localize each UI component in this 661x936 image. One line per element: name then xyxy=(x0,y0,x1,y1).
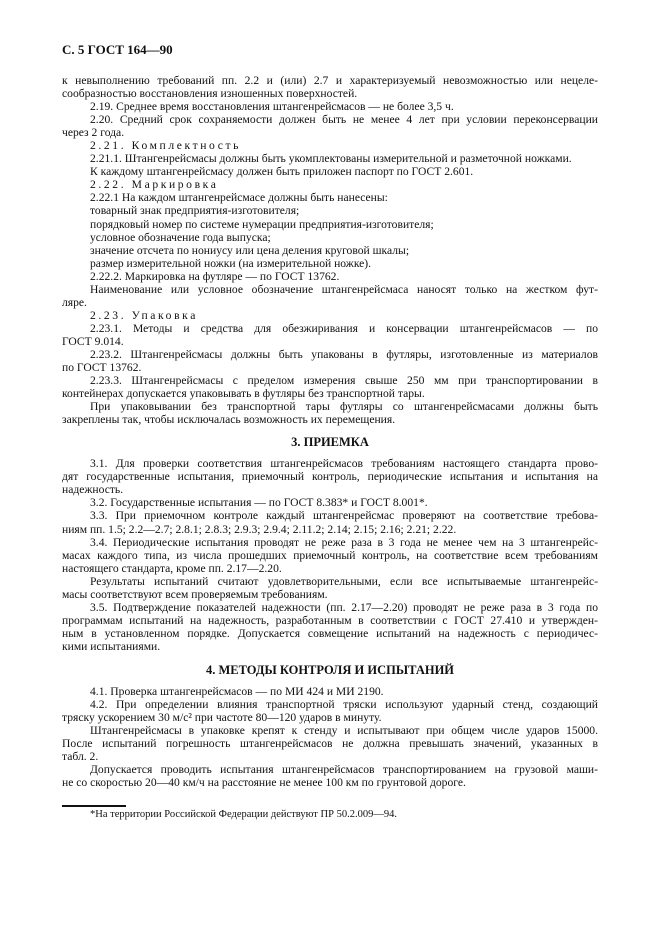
paragraph xyxy=(62,204,598,217)
text-line: контейнерах допускается упаковывать в футляры без транспортной тары. xyxy=(62,387,425,401)
text-line: порядковый номер по системе нумерации предприятия-изготовителя; xyxy=(90,217,434,231)
paragraph xyxy=(62,763,598,789)
text-line: 2.21. Комплектность xyxy=(90,139,242,153)
text-line: 3.1. Для проверки соответствия штангенрейсмасов требованиям настоящего стандарта прово- xyxy=(90,457,598,471)
page-header: С. 5 ГОСТ 164—90 xyxy=(62,42,173,57)
paragraph xyxy=(62,100,598,113)
text-line: При упаковывании без транспортной тары футляры со штангенрейсмасами должны быть xyxy=(90,400,598,414)
paragraph xyxy=(62,496,598,509)
text-line: табл. 2. xyxy=(62,750,99,764)
text-line: 2.20. Средний срок сохраняемости должен быть не менее 4 лет при условии переконсервации xyxy=(90,113,598,127)
text-line: 3.5. Подтверждение показателей надежности (пп. 2.17—2.20) проводят не реже раза в 3 года по xyxy=(90,600,598,614)
paragraph xyxy=(62,74,598,100)
paragraph xyxy=(62,113,598,139)
text-line: После испытаний погрешность штангенрейсмасов не должна превышать значений, указанных в xyxy=(62,737,598,751)
text-line: кими испытаниями. xyxy=(62,639,161,653)
paragraph xyxy=(62,191,598,204)
text-line: 2.21.1. Штангенрейсмасы должны быть укомплектованы измерительной и разметочной ножками. xyxy=(90,152,572,166)
text-line: 2.19. Среднее время восстановления штангенрейсмасов — не более 3,5 ч. xyxy=(90,100,454,114)
paragraph xyxy=(62,152,598,165)
paragraph xyxy=(62,509,598,535)
text-line: к невыполнению требований пп. 2.2 и (или) 2.7 и характеризуемый невозможностью или нецеле- xyxy=(62,74,598,87)
text-line: ляре. xyxy=(62,295,87,309)
text-line: через 2 года. xyxy=(62,126,125,140)
text-line: программам испытаний на надежность, разработанным в соответствии с ГОСТ 27.410 и утвержден- xyxy=(62,613,598,627)
text-line: 2.22. Маркировка xyxy=(90,178,219,192)
text-line: 2.23. Упаковка xyxy=(90,308,198,322)
text-line: Штангенрейсмасы в упаковке крепят к стенду и испытывают при общем числе ударов 15000. xyxy=(90,724,598,738)
text-line: 2.23.1. Методы и средства для обезжиривания и консервации штангенрейсмасов — по xyxy=(90,321,598,335)
text-line: товарный знак предприятия-изготовителя; xyxy=(90,204,300,218)
text-line: Допускается проводить испытания штангенрейсмасов транспортированием на грузовой маши- xyxy=(90,763,598,777)
text-line: 4.1. Проверка штангенрейсмасов — по МИ 424 и МИ 2190. xyxy=(90,684,384,698)
paragraph xyxy=(62,283,598,309)
text-line: сообразностью восстановления изношенных поверхностей. xyxy=(62,87,358,101)
footnote: *На территории Российской Федерации действуют ПР 50.2.009—94. xyxy=(90,809,397,820)
section-3 xyxy=(62,457,598,653)
paragraph xyxy=(62,178,598,191)
paragraph xyxy=(62,457,598,496)
text-line: размер измерительной ножки (на измерительной ножке). xyxy=(90,256,372,270)
text-line: ниям пп. 1.5; 2.2—2.7; 2.8.1; 2.8.3; 2.9.3; 2.9.4; 2.11.2; 2.14; 2.15; 2.16; 2.21; 2.22. xyxy=(62,522,457,536)
paragraph xyxy=(62,348,598,374)
text-line: ным в установленном порядке. Допускается совмещение испытаний на надежность с периодичес- xyxy=(62,626,598,640)
paragraph xyxy=(62,601,598,653)
text-line: надежность. xyxy=(62,483,124,497)
section-3-title: 3. ПРИЕМКА xyxy=(291,435,369,450)
text-line: 3.2. Государственные испытания — по ГОСТ 8.383* и ГОСТ 8.001*. xyxy=(90,496,428,510)
text-line: настоящего стандарта, кроме пп. 2.17—2.20. xyxy=(62,561,282,575)
text-line: 2.23.3. Штангенрейсмасы с пределом измерения свыше 250 мм при транспортировании в xyxy=(90,374,598,388)
text-line: ГОСТ 9.014. xyxy=(62,334,124,348)
text-line: дят государственные испытания, приемочный контроль, периодические испытания и испытания на xyxy=(62,470,598,484)
text-line: условное обозначение года выпуска; xyxy=(90,230,271,244)
paragraph xyxy=(62,231,598,244)
paragraph xyxy=(62,575,598,601)
section-4 xyxy=(62,685,598,789)
text-line: не со скоростью 20—40 км/ч на расстояние не менее 100 км по грунтовой дороге. xyxy=(62,776,466,790)
text-line: 3.3. При приемочном контроле каждый штангенрейсмас проверяют на соответствие требова- xyxy=(90,509,598,523)
section-2-continued xyxy=(62,74,598,426)
paragraph xyxy=(62,309,598,322)
paragraph xyxy=(62,374,598,400)
text-line: Результаты испытаний считают удовлетворительными, если все испытываемые штангенрейс- xyxy=(90,574,598,588)
text-line: К каждому штангенрейсмасу должен быть приложен паспорт по ГОСТ 2.601. xyxy=(90,165,474,179)
paragraph xyxy=(62,165,598,178)
text-line: масах каждого типа, из числа прошедших приемочный контроль, на соответствие всем требованиям xyxy=(62,548,598,562)
paragraph xyxy=(62,698,598,724)
paragraph xyxy=(62,218,598,231)
paragraph xyxy=(62,724,598,763)
text-line: 4.2. При определении влияния транспортной тряски используют ударный стенд, создающий xyxy=(90,698,598,712)
paragraph xyxy=(62,322,598,348)
paragraph xyxy=(62,244,598,257)
section-4-title: 4. МЕТОДЫ КОНТРОЛЯ И ИСПЫТАНИЙ xyxy=(205,662,455,677)
text-line: 2.22.2. Маркировка на футляре — по ГОСТ 13762. xyxy=(90,269,340,283)
text-line: Наименование или условное обозначение штангенрейсмаса наносят только на жестком фут- xyxy=(90,282,598,296)
text-line: масы соответствуют всем проверяемым требованиям. xyxy=(62,587,328,601)
text-line: 2.22.1 На каждом штангенрейсмасе должны быть нанесены: xyxy=(90,191,388,205)
text-line: значение отсчета по нониусу или цена деления круговой шкалы; xyxy=(90,243,410,257)
document-body xyxy=(62,74,598,789)
paragraph xyxy=(62,139,598,152)
text-line: по ГОСТ 13762. xyxy=(62,361,142,375)
paragraph xyxy=(62,270,598,283)
text-line: закреплены так, чтобы исключалась возможность их перемещения. xyxy=(62,413,396,427)
paragraph xyxy=(62,685,598,698)
paragraph xyxy=(62,400,598,426)
paragraph xyxy=(62,257,598,270)
text-line: 3.4. Периодические испытания проводят не реже раза в 3 года не менее чем на 3 штангенрейс- xyxy=(90,535,598,549)
footnote-divider xyxy=(62,805,126,807)
paragraph xyxy=(62,536,598,575)
text-line: тряску ускорением 30 м/с² при частоте 80—120 ударов в минуту. xyxy=(62,711,382,725)
text-line: 2.23.2. Штангенрейсмасы должны быть упакованы в футляры, изготовленные из материалов xyxy=(90,347,598,361)
